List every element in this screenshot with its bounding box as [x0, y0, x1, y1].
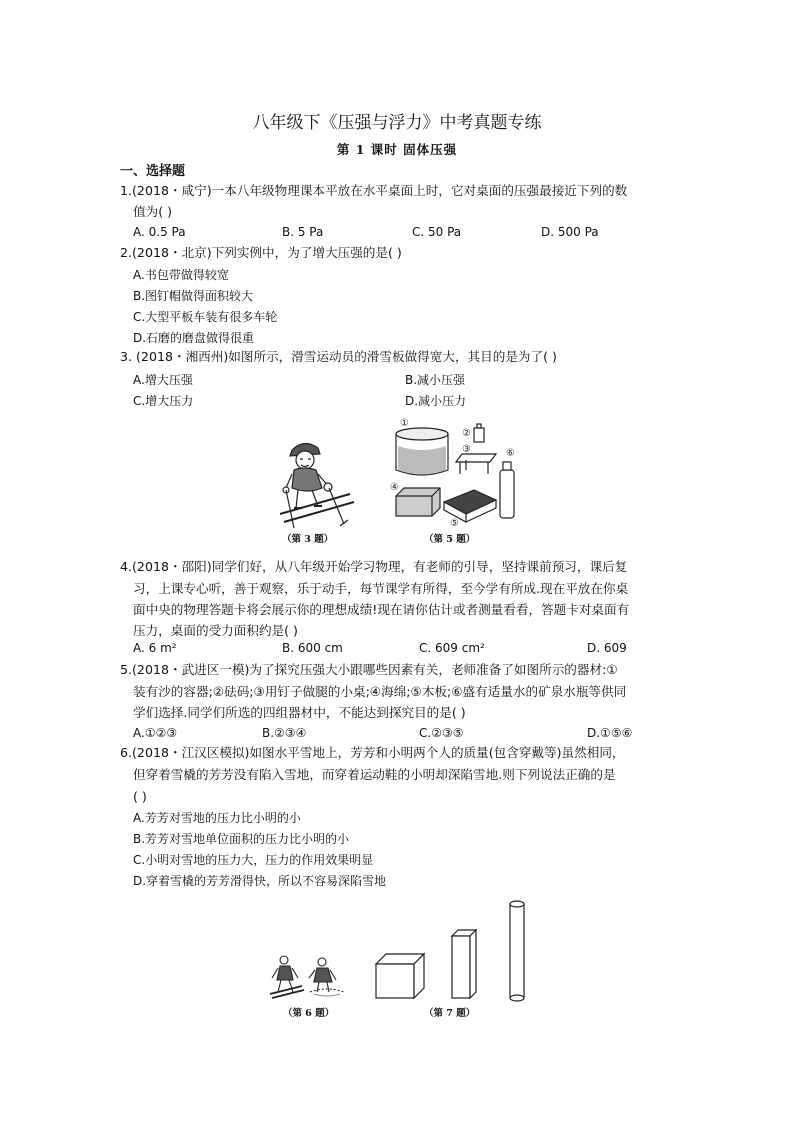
question-6-line-1: 6.(2018・江汉区模拟)如图水平雪地上，芳芳和小明两个人的质量(包含穿戴等)虽然相同，	[120, 745, 625, 760]
section-heading: 一、选择题	[120, 164, 186, 179]
figure-3-caption: （第 3 题）	[282, 534, 334, 545]
question-1-option-b: B. 5 Pa	[282, 225, 324, 239]
question-3-option-a: A.增大压强	[133, 373, 193, 387]
question-6-line-3: ( )	[133, 789, 147, 804]
question-3-option-c: C.增大压力	[133, 394, 194, 408]
question-6-option-c: C.小明对雪地的压力大，压力的作用效果明显	[133, 853, 374, 867]
figure-6-caption: （第 6 题）	[283, 1008, 335, 1019]
page-subtitle: 第 1 课时 固体压强	[336, 142, 458, 157]
question-4-line-1: 4.(2018・邵阳)同学们好，从八年级开始学习物理，有老师的引导，坚持课前预习，课后复	[120, 559, 628, 574]
figure-6-snow-illustration	[270, 954, 346, 1002]
question-6-option-d: D.穿着雪橇的芳芳滑得快，所以不容易深陷雪地	[133, 874, 387, 888]
figure-5-label-2: ②	[462, 428, 471, 439]
question-5-option-b: B.②③④	[262, 726, 307, 740]
question-5-line-3: 学们选择.同学们所选的四组器材中，不能达到探究目的是( )	[133, 705, 466, 720]
question-3-option-d: D.减小压力	[405, 394, 467, 408]
question-5-option-d: D.①⑤⑥	[587, 726, 633, 740]
question-1-option-d: D. 500 Pa	[541, 225, 599, 239]
question-3-option-b: B.减小压强	[405, 373, 466, 387]
question-2-option-b: B.图钉帽做得面积较大	[133, 289, 254, 303]
question-1-option-a: A. 0.5 Pa	[133, 225, 186, 239]
question-4-line-3: 面中央的物理答题卡将会展示你的理想成绩!现在请你估计或者测量看看，答题卡对桌面有	[133, 602, 630, 617]
question-4-option-b: B. 600 cm	[282, 641, 343, 655]
figure-5-label-1: ①	[400, 418, 409, 429]
question-2-option-c: C.大型平板车装有很多车轮	[133, 310, 278, 324]
question-4-option-c: C. 609 cm²	[419, 641, 485, 655]
figure-5-apparatus-illustration	[388, 416, 528, 528]
question-5-option-a: A.①②③	[133, 726, 178, 740]
question-6-line-2: 但穿着雪橇的芳芳没有陷入雪地，而穿着运动鞋的小明却深陷雪地.则下列说法正确的是	[133, 767, 616, 782]
figure-5-label-6: ⑥	[506, 448, 515, 459]
question-2-option-d: D.石磨的磨盘做得很重	[133, 331, 255, 345]
question-3-line-1: 3. (2018・湘西州)如图所示，滑雪运动员的滑雪板做得宽大，其目的是为了( )	[120, 349, 557, 364]
question-4-option-d: D. 609	[587, 641, 627, 655]
question-5-option-c: C.②③⑤	[419, 726, 464, 740]
question-1-line-2: 值为( )	[133, 204, 173, 219]
page-title: 八年级下《压强与浮力》中考真题专练	[252, 113, 542, 133]
figure-7-caption: （第 7 题）	[424, 1008, 476, 1019]
figure-5-caption: （第 5 题）	[424, 534, 476, 545]
question-1-line-1: 1.(2018・咸宁)一本八年级物理课本平放在水平桌面上时，它对桌面的压强最接近下列的数	[120, 183, 628, 198]
question-4-option-a: A. 6 m²	[133, 641, 177, 655]
question-5-line-1: 5.(2018・武进区一模)为了探究压强大小跟哪些因素有关，老师准备了如图所示的器材:①	[120, 662, 618, 677]
question-4-line-2: 习，上课专心听，善于观察，乐于动手，每节课学有所得，至今学有所成.现在平放在你桌	[133, 581, 629, 596]
question-2-line-1: 2.(2018・北京)下列实例中，为了增大压强的是( )	[120, 245, 402, 260]
question-4-line-4: 压力，桌面的受力面积约是( )	[133, 623, 298, 638]
question-2-option-a: A.书包带做得较宽	[133, 268, 229, 282]
question-1-option-c: C. 50 Pa	[412, 225, 462, 239]
figure-7-solids-illustration	[372, 896, 532, 1006]
figure-5-label-5: ⑤	[450, 518, 459, 529]
figure-5-label-3: ③	[462, 444, 471, 455]
question-5-line-2: 装有沙的容器;②砝码;③用钉子做腿的小桌;④海绵;⑤木板;⑥盛有适量水的矿泉水瓶等供同	[133, 684, 627, 699]
question-6-option-a: A.芳芳对雪地的压力比小明的小	[133, 811, 301, 825]
question-6-option-b: B.芳芳对雪地单位面积的压力比小明的小	[133, 832, 350, 846]
figure-5-label-4: ④	[390, 482, 399, 493]
figure-3-skier-illustration	[278, 440, 358, 530]
